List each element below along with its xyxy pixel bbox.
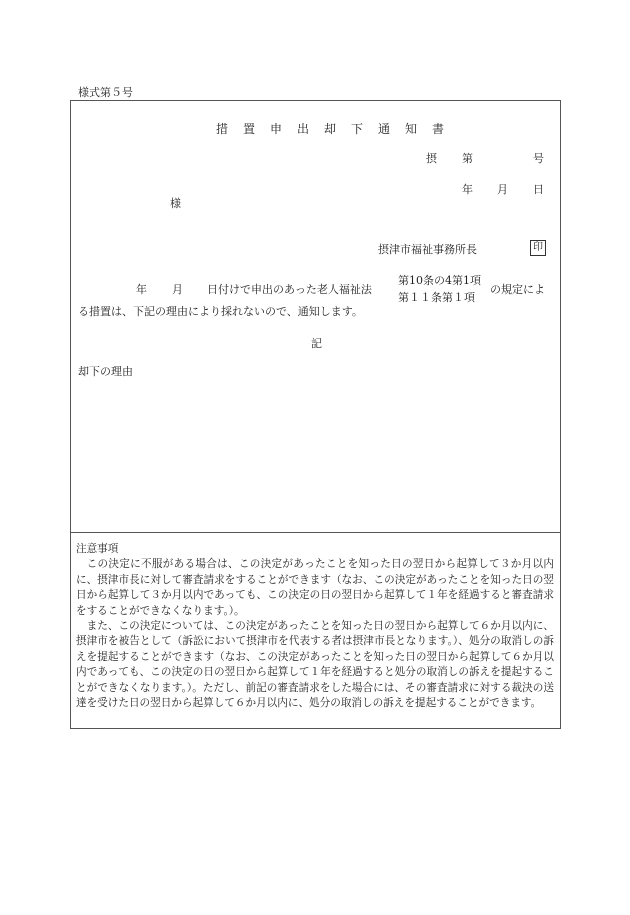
body-line2: る措置は、下記の理由により採れないので、通知します。 [78, 305, 363, 318]
section-divider [70, 532, 561, 533]
law-article-line2: 第１１条第１項 [398, 291, 475, 304]
notice-section [76, 542, 554, 711]
date-month-label: 月 [497, 183, 508, 196]
notice-heading: 注意事項 [76, 543, 119, 555]
body-tail-text: の規定によ [490, 283, 545, 296]
ref-suffix: 号 [533, 152, 544, 165]
seal-mark: 印 [530, 240, 546, 256]
date-day-label: 日 [533, 183, 544, 196]
issuer-name: 摂津市福祉事務所長 [378, 243, 477, 256]
notice-paragraph-2: また、この決定については、この決定があったことを知った日の翌日から起算して６か月以内に、摂津市を被告として（訴訟において摂津市を代表する者は摂津市長となります。）、処分の取消しの訴えを提起することができます（なお、この決定があったことを知った日の翌日から起算して６か月以内であっても、この決定の日の翌日から起算して１年を経過すると処分の取消しの訴えを提起することができなくなります。）。ただし、前記の審査請求をした場合には、その審査請求に対する裁決の送達を受けた日の翌日から起算して６か月以内に、処分の取消しの訴えを提起することができます。 [76, 620, 554, 710]
ref-number-label: 第 [462, 152, 473, 165]
ki-label: 記 [311, 337, 322, 350]
form-number-label: 様式第５号 [78, 86, 133, 99]
date-year-label: 年 [462, 183, 473, 196]
document-title: 措置申出却下通知書 [216, 122, 460, 136]
reason-label: 却下の理由 [78, 365, 133, 378]
body-lead-text: 日付けで申出のあった老人福祉法 [207, 283, 372, 296]
law-article-line1: 第10条の4第1項 [398, 274, 481, 287]
body-date-month: 月 [172, 283, 183, 296]
ref-prefix: 摂 [426, 152, 437, 165]
addressee-suffix: 様 [170, 197, 181, 210]
notice-paragraph-1: この決定に不服がある場合は、この決定があったことを知った日の翌日から起算して３か月以内に、摂津市長に対して審査請求をすることができます（なお、この決定があったことを知った日の翌日から起算して３か月以内であっても、この決定の日の翌日から起算して１年を経過すると審査請求をすることができなくなります。）。 [76, 558, 554, 617]
body-date-year: 年 [136, 283, 147, 296]
